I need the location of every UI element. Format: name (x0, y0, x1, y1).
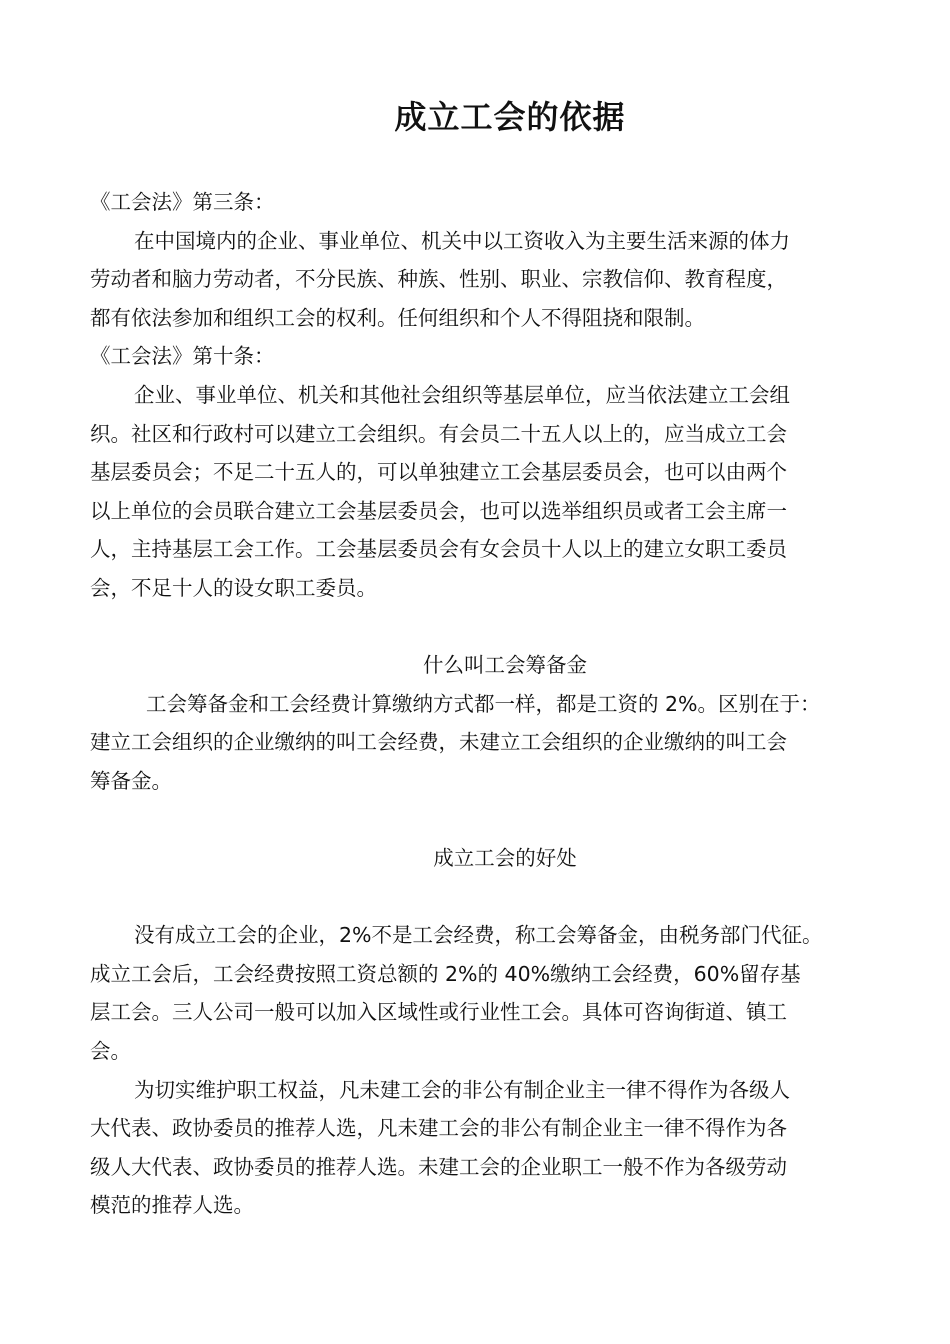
benefits-para2-line: 级人大代表、政协委员的推荐人选。未建工会的企业职工一般不作为各级劳动 (90, 1154, 787, 1179)
benefits-para2-line: 模范的推荐人选。 (90, 1193, 254, 1218)
benefits-para1-line: 会。 (90, 1039, 131, 1064)
article3-line: 在中国境内的企业、事业单位、机关中以工资收入为主要生活来源的体力 (134, 228, 790, 253)
spacer (90, 801, 860, 840)
benefits-para2-line: 大代表、政协委员的推荐人选，凡未建工会的非公有制企业主一律不得作为各 (90, 1116, 787, 1141)
fund-line: 建立工会组织的企业缴纳的叫工会经费，未建立工会组织的企业缴纳的叫工会 (90, 730, 787, 755)
spacer (90, 608, 860, 647)
article3-line: 劳动者和脑力劳动者，不分民族、种族、性别、职业、宗教信仰、教育程度， (90, 267, 787, 292)
benefits-para1-line: 成立工会后，工会经费按照工资总额的 2%的 40%缴纳工会经费，60%留存基 (90, 961, 801, 986)
article10-heading: 《工会法》第十条： (90, 344, 275, 369)
article3-heading: 《工会法》第三条： (90, 190, 275, 214)
article10-line: 织。社区和行政村可以建立工会组织。有会员二十五人以上的，应当成立工会 (90, 421, 787, 446)
document-body (90, 183, 860, 1225)
fund-line: 筹备金。 (90, 768, 172, 793)
document-title: 成立工会的依据 (394, 98, 626, 136)
article3-line: 都有依法参加和组织工会的权利。任何组织和个人不得阻挠和限制。 (90, 305, 705, 330)
spacer (90, 878, 860, 917)
benefits-para1-line: 层工会。三人公司一般可以加入区域性或行业性工会。具体可咨询街道、镇工 (90, 1000, 787, 1025)
benefits-para1-line: 没有成立工会的企业，2%不是工会经费，称工会筹备金，由税务部门代征。 (134, 923, 823, 948)
fund-section-heading: 什么叫工会筹备金 (423, 653, 587, 678)
benefits-section-heading: 成立工会的好处 (433, 846, 577, 871)
article10-line: 企业、事业单位、机关和其他社会组织等基层单位，应当依法建立工会组 (134, 382, 790, 407)
fund-line: 工会筹备金和工会经费计算缴纳方式都一样，都是工资的 2%。区别在于： (146, 691, 821, 716)
article10-line: 以上单位的会员联合建立工会基层委员会，也可以选举组织员或者工会主席一 (90, 498, 787, 523)
article10-line: 会，不足十人的设女职工委员。 (90, 575, 377, 600)
article10-line: 人，主持基层工会工作。工会基层委员会有女会员十人以上的建立女职工委员 (90, 537, 787, 562)
article10-line: 基层委员会；不足二十五人的，可以单独建立工会基层委员会，也可以由两个 (90, 460, 787, 485)
benefits-para2-line: 为切实维护职工权益，凡未建工会的非公有制企业主一律不得作为各级人 (134, 1077, 790, 1102)
